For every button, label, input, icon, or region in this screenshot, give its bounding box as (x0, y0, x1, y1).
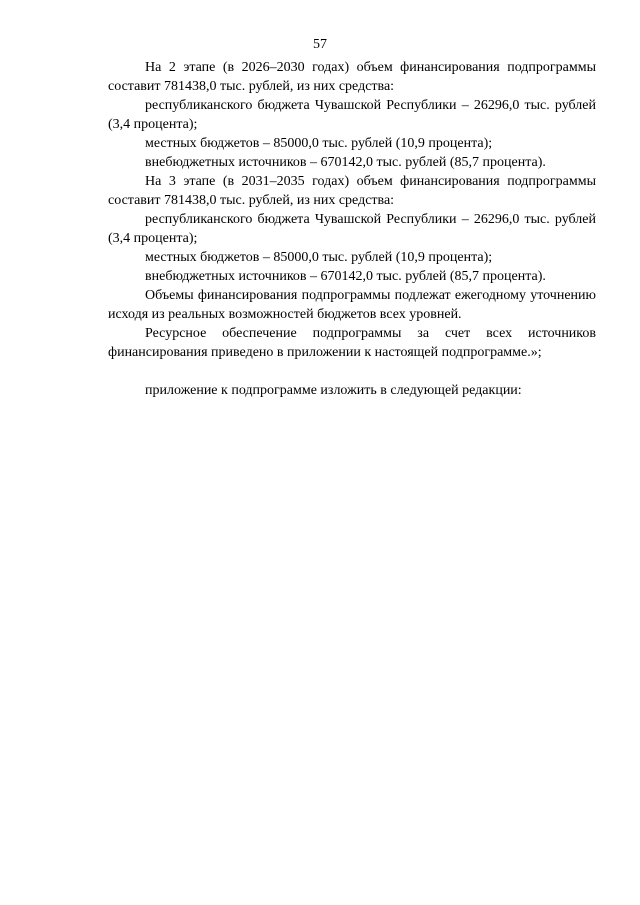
paragraph-stage3-local-budgets: местных бюджетов – 85000,0 тыс. рублей (10,9 процента); (145, 250, 493, 265)
paragraph-resource-provision: Ресурсное обеспечение подпрограммы за счет всех источников финансирования приведено в приложении к настоящей подпрограмме.»; (108, 326, 596, 360)
paragraph-stage2-extrabudgetary: внебюджетных источников – 670142,0 тыс. рублей (85,7 процента). (145, 155, 546, 170)
page-number: 57 (313, 37, 327, 52)
paragraph-annual-refinement: Объемы финансирования подпрограммы подлежат ежегодному уточнению исходя из реальных возможностей бюджетов всех уровней. (108, 288, 596, 322)
paragraph-stage3-total: На 3 этапе (в 2031–2035 годах) объем финансирования подпрограммы составит 781438,0 тыс. рублей, из них средства: (108, 174, 596, 208)
paragraph-stage3-republic-budget: республиканского бюджета Чувашской Республики – 26296,0 тыс. рублей (3,4 процента); (108, 212, 596, 246)
document-body (108, 58, 596, 400)
paragraph-spacer (108, 362, 596, 381)
paragraph-stage2-local-budgets: местных бюджетов – 85000,0 тыс. рублей (10,9 процента); (145, 136, 493, 151)
paragraph-stage3-extrabudgetary: внебюджетных источников – 670142,0 тыс. рублей (85,7 процента). (145, 269, 546, 284)
paragraph-closing-instruction: приложение к подпрограмме изложить в следующей редакции: (145, 383, 522, 398)
paragraph-stage2-republic-budget: республиканского бюджета Чувашской Республики – 26296,0 тыс. рублей (3,4 процента); (108, 98, 596, 132)
paragraph-stage2-total: На 2 этапе (в 2026–2030 годах) объем финансирования подпрограммы составит 781438,0 тыс. рублей, из них средства: (108, 60, 596, 94)
